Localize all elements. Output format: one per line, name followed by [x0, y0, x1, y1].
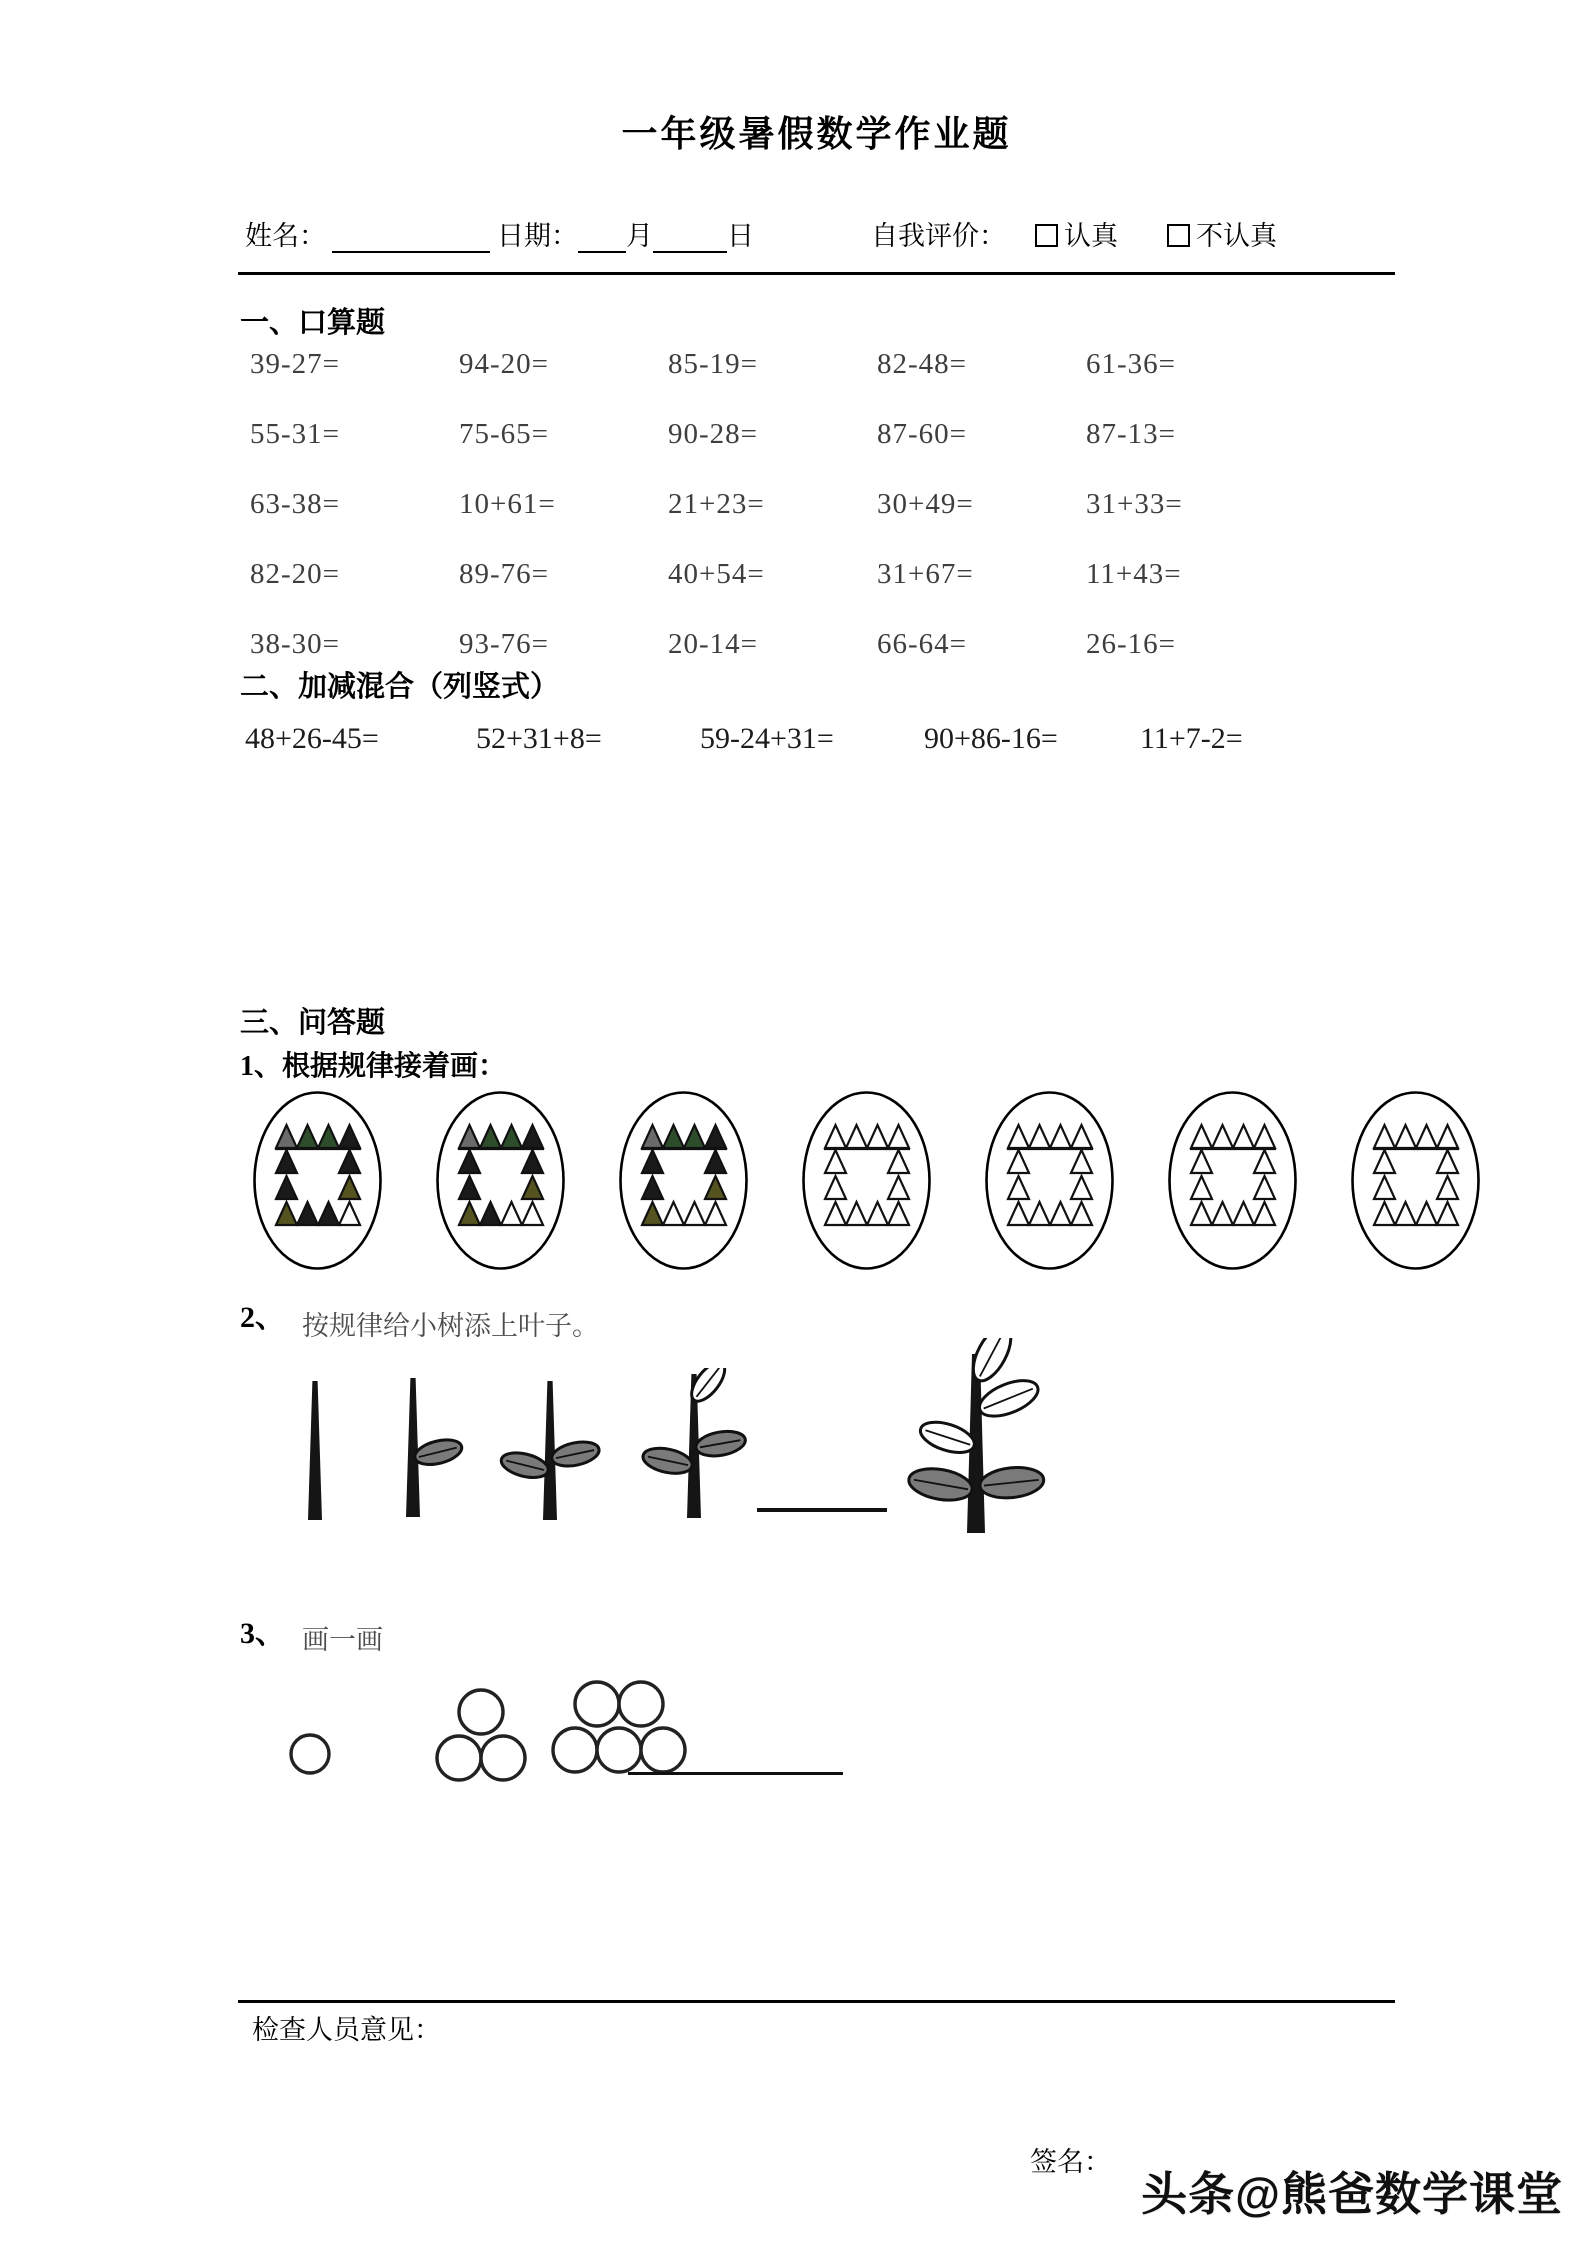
- question2-number: 2、: [240, 1301, 285, 1334]
- math-problem: 10+61=: [459, 488, 556, 520]
- math-problem: 87-13=: [1086, 418, 1177, 450]
- checkbox-not-serious-label: 不认真: [1196, 221, 1277, 251]
- math-problem: 48+26-45=: [245, 722, 379, 755]
- math-problem: 66-64=: [877, 628, 968, 660]
- month-label: 月: [626, 221, 653, 251]
- math-problem: 30+49=: [877, 488, 974, 520]
- math-problem: 89-76=: [459, 558, 550, 590]
- watermark: 头条@熊爸数学课堂: [1141, 2168, 1563, 2220]
- math-problem: 40+54=: [668, 558, 765, 590]
- math-problem: 82-48=: [877, 348, 968, 380]
- question3-text: 画一画: [302, 1625, 383, 1655]
- page-title: 一年级暑假数学作业题: [621, 114, 1012, 154]
- date-label: 日期：: [497, 221, 578, 251]
- section1-heading: 一、口算题: [240, 307, 386, 339]
- question3-number: 3、: [240, 1617, 285, 1650]
- section3-heading: 三、问答题: [240, 1007, 386, 1039]
- question1-text: 根据规律接着画：: [282, 1051, 507, 1082]
- math-problem: 21+23=: [668, 488, 765, 520]
- math-problem: 20-14=: [668, 628, 759, 660]
- math-problem: 11+7-2=: [1140, 722, 1243, 755]
- name-label: 姓名：: [245, 221, 326, 251]
- signature-label: 签名：: [1030, 2147, 1111, 2177]
- math-problem: 90-28=: [668, 418, 759, 450]
- checkbox-serious-label: 认真: [1064, 221, 1118, 251]
- math-problem: 31+67=: [877, 558, 974, 590]
- math-problem: 63-38=: [250, 488, 341, 520]
- day-label: 日: [727, 221, 754, 251]
- math-problem: 59-24+31=: [700, 722, 834, 755]
- math-problem: 38-30=: [250, 628, 341, 660]
- math-problem: 85-19=: [668, 348, 759, 380]
- math-problem: 26-16=: [1086, 628, 1177, 660]
- circle-group: [283, 1726, 337, 1787]
- math-problem: 39-27=: [250, 348, 341, 380]
- math-problem: 31+33=: [1086, 488, 1183, 520]
- math-problem: 52+31+8=: [476, 722, 602, 755]
- circle-group: [423, 1686, 537, 1795]
- footer-divider: [238, 2000, 1395, 2003]
- question2-text: 按规律给小树添上叶子。: [302, 1311, 599, 1341]
- math-problem: 61-36=: [1086, 348, 1177, 380]
- math-problem: 55-31=: [250, 418, 341, 450]
- math-problem: 90+86-16=: [924, 722, 1058, 755]
- math-problem: 11+43=: [1086, 558, 1182, 590]
- inspector-comment-label: 检查人员意见：: [252, 2015, 441, 2045]
- math-problem: 94-20=: [459, 348, 550, 380]
- math-problem: 93-76=: [459, 628, 550, 660]
- circles-blank-line[interactable]: [628, 1772, 843, 1775]
- section2-heading: 二、加减混合（列竖式）: [240, 671, 560, 703]
- math-problem: 75-65=: [459, 418, 550, 450]
- math-problem: 82-20=: [250, 558, 341, 590]
- math-problem: 87-60=: [877, 418, 968, 450]
- question1-number: 1、: [240, 1051, 283, 1082]
- self-eval-label: 自我评价：: [871, 221, 1006, 251]
